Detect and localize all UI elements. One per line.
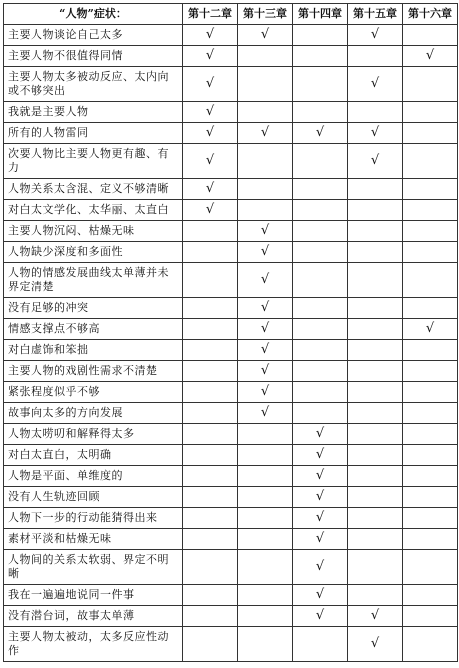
table-row bbox=[4, 424, 458, 445]
symptom-chapter-table bbox=[3, 3, 458, 662]
empty-cell bbox=[403, 179, 458, 200]
empty-cell bbox=[238, 606, 293, 627]
chapter-12-header: 第十二章 bbox=[183, 4, 238, 25]
empty-cell bbox=[293, 403, 348, 424]
symptom-cell: 我在一遍遍地说同一件事 bbox=[4, 585, 183, 606]
symptom-cell: 所有的人物雷同 bbox=[4, 123, 183, 144]
table-row bbox=[4, 382, 458, 403]
check-mark-cell: √ bbox=[348, 144, 403, 179]
symptom-cell: 主要人物太被动，太多反应性动作 bbox=[4, 627, 183, 662]
empty-cell bbox=[183, 242, 238, 263]
empty-cell bbox=[238, 67, 293, 102]
check-mark-cell: √ bbox=[183, 123, 238, 144]
empty-cell bbox=[293, 46, 348, 67]
empty-cell bbox=[403, 606, 458, 627]
empty-cell bbox=[403, 424, 458, 445]
table-row bbox=[4, 179, 458, 200]
table-row bbox=[4, 242, 458, 263]
empty-cell bbox=[238, 46, 293, 67]
table-row bbox=[4, 263, 458, 298]
empty-cell bbox=[348, 242, 403, 263]
chapter-15-header: 第十五章 bbox=[348, 4, 403, 25]
check-mark-cell: √ bbox=[293, 508, 348, 529]
empty-cell bbox=[403, 529, 458, 550]
check-mark-cell: √ bbox=[403, 319, 458, 340]
empty-cell bbox=[348, 263, 403, 298]
empty-cell bbox=[403, 242, 458, 263]
check-mark-cell: √ bbox=[348, 67, 403, 102]
empty-cell bbox=[293, 221, 348, 242]
empty-cell bbox=[403, 25, 458, 46]
empty-cell bbox=[403, 200, 458, 221]
symptom-cell: 没有足够的冲突 bbox=[4, 298, 183, 319]
table-row bbox=[4, 123, 458, 144]
check-mark-cell: √ bbox=[183, 25, 238, 46]
symptom-cell: 人物是平面、单维度的 bbox=[4, 466, 183, 487]
check-mark-cell: √ bbox=[238, 221, 293, 242]
symptom-cell: 人物太唠叨和解释得太多 bbox=[4, 424, 183, 445]
empty-cell bbox=[183, 445, 238, 466]
empty-cell bbox=[293, 200, 348, 221]
empty-cell bbox=[348, 585, 403, 606]
chapter-14-header: 第十四章 bbox=[293, 4, 348, 25]
check-mark-cell: √ bbox=[293, 445, 348, 466]
check-mark-cell: √ bbox=[238, 242, 293, 263]
empty-cell bbox=[348, 298, 403, 319]
empty-cell bbox=[348, 340, 403, 361]
empty-cell bbox=[348, 403, 403, 424]
empty-cell bbox=[183, 403, 238, 424]
table-row bbox=[4, 445, 458, 466]
table-row bbox=[4, 487, 458, 508]
empty-cell bbox=[403, 123, 458, 144]
table-row bbox=[4, 200, 458, 221]
table-row bbox=[4, 606, 458, 627]
empty-cell bbox=[238, 585, 293, 606]
table-row bbox=[4, 508, 458, 529]
empty-cell bbox=[183, 319, 238, 340]
check-mark-cell: √ bbox=[293, 550, 348, 585]
check-mark-cell: √ bbox=[238, 319, 293, 340]
table-row bbox=[4, 340, 458, 361]
empty-cell bbox=[293, 319, 348, 340]
empty-cell bbox=[348, 46, 403, 67]
empty-cell bbox=[238, 445, 293, 466]
empty-cell bbox=[293, 627, 348, 662]
empty-cell bbox=[183, 529, 238, 550]
empty-cell bbox=[403, 298, 458, 319]
check-mark-cell: √ bbox=[293, 466, 348, 487]
symptom-cell: 没有潜台词，故事太单薄 bbox=[4, 606, 183, 627]
check-mark-cell: √ bbox=[403, 46, 458, 67]
empty-cell bbox=[403, 403, 458, 424]
empty-cell bbox=[293, 298, 348, 319]
table-row bbox=[4, 298, 458, 319]
check-mark-cell: √ bbox=[293, 529, 348, 550]
empty-cell bbox=[348, 221, 403, 242]
symptom-cell: 人物关系太含混、定义不够清晰 bbox=[4, 179, 183, 200]
empty-cell bbox=[348, 102, 403, 123]
symptom-cell: 主要人物沉闷、枯燥无味 bbox=[4, 221, 183, 242]
symptom-cell: 主要人物不很值得同情 bbox=[4, 46, 183, 67]
empty-cell bbox=[403, 102, 458, 123]
empty-cell bbox=[293, 179, 348, 200]
empty-cell bbox=[348, 445, 403, 466]
check-mark-cell: √ bbox=[348, 627, 403, 662]
empty-cell bbox=[183, 508, 238, 529]
table-row bbox=[4, 466, 458, 487]
empty-cell bbox=[238, 102, 293, 123]
table-row bbox=[4, 102, 458, 123]
empty-cell bbox=[183, 361, 238, 382]
check-mark-cell: √ bbox=[183, 144, 238, 179]
symptom-cell: 次要人物比主要人物更有趣、有力 bbox=[4, 144, 183, 179]
empty-cell bbox=[293, 67, 348, 102]
empty-cell bbox=[183, 221, 238, 242]
empty-cell bbox=[348, 424, 403, 445]
check-mark-cell: √ bbox=[238, 340, 293, 361]
check-mark-cell: √ bbox=[238, 361, 293, 382]
symptom-column-header: “人物”症状： bbox=[4, 4, 183, 25]
empty-cell bbox=[238, 550, 293, 585]
empty-cell bbox=[403, 508, 458, 529]
check-mark-cell: √ bbox=[348, 25, 403, 46]
symptom-cell: 没有人生轨迹回顾 bbox=[4, 487, 183, 508]
empty-cell bbox=[403, 221, 458, 242]
empty-cell bbox=[183, 487, 238, 508]
table-row bbox=[4, 67, 458, 102]
table-row bbox=[4, 550, 458, 585]
symptom-cell: 对白太直白，太明确 bbox=[4, 445, 183, 466]
empty-cell bbox=[348, 319, 403, 340]
empty-cell bbox=[403, 263, 458, 298]
table-row bbox=[4, 25, 458, 46]
table-row bbox=[4, 221, 458, 242]
empty-cell bbox=[348, 382, 403, 403]
check-mark-cell: √ bbox=[238, 263, 293, 298]
empty-cell bbox=[238, 508, 293, 529]
header-row bbox=[4, 4, 458, 25]
empty-cell bbox=[238, 627, 293, 662]
check-mark-cell: √ bbox=[293, 606, 348, 627]
check-mark-cell: √ bbox=[238, 298, 293, 319]
empty-cell bbox=[293, 263, 348, 298]
empty-cell bbox=[183, 298, 238, 319]
symptom-cell: 对白太文学化、太华丽、太直白 bbox=[4, 200, 183, 221]
check-mark-cell: √ bbox=[183, 200, 238, 221]
symptom-cell: 情感支撑点不够高 bbox=[4, 319, 183, 340]
symptom-cell: 人物间的关系太软弱、界定不明晰 bbox=[4, 550, 183, 585]
symptom-cell: 人物下一步的行动能猜得出来 bbox=[4, 508, 183, 529]
symptom-cell: 主要人物的戏剧性需求不清楚 bbox=[4, 361, 183, 382]
empty-cell bbox=[403, 445, 458, 466]
table-row bbox=[4, 144, 458, 179]
empty-cell bbox=[293, 382, 348, 403]
check-mark-cell: √ bbox=[293, 487, 348, 508]
check-mark-cell: √ bbox=[293, 123, 348, 144]
empty-cell bbox=[238, 487, 293, 508]
empty-cell bbox=[183, 263, 238, 298]
empty-cell bbox=[348, 200, 403, 221]
empty-cell bbox=[348, 179, 403, 200]
empty-cell bbox=[293, 25, 348, 46]
empty-cell bbox=[183, 340, 238, 361]
symptom-cell: 故事向太多的方向发展 bbox=[4, 403, 183, 424]
check-mark-cell: √ bbox=[348, 123, 403, 144]
table-row bbox=[4, 585, 458, 606]
table-row bbox=[4, 403, 458, 424]
symptom-cell: 主要人物谈论自己太多 bbox=[4, 25, 183, 46]
empty-cell bbox=[238, 466, 293, 487]
empty-cell bbox=[238, 200, 293, 221]
empty-cell bbox=[238, 424, 293, 445]
empty-cell bbox=[183, 606, 238, 627]
empty-cell bbox=[293, 144, 348, 179]
table-row bbox=[4, 627, 458, 662]
table-row bbox=[4, 319, 458, 340]
empty-cell bbox=[183, 627, 238, 662]
chapter-16-header: 第十六章 bbox=[403, 4, 458, 25]
check-mark-cell: √ bbox=[183, 179, 238, 200]
chapter-13-header: 第十三章 bbox=[238, 4, 293, 25]
symptom-cell: 对白虚饰和笨拙 bbox=[4, 340, 183, 361]
empty-cell bbox=[348, 487, 403, 508]
empty-cell bbox=[348, 466, 403, 487]
empty-cell bbox=[293, 242, 348, 263]
check-mark-cell: √ bbox=[238, 382, 293, 403]
empty-cell bbox=[348, 529, 403, 550]
symptom-cell: 人物缺少深度和多面性 bbox=[4, 242, 183, 263]
empty-cell bbox=[403, 466, 458, 487]
table-body bbox=[4, 25, 458, 662]
check-mark-cell: √ bbox=[238, 25, 293, 46]
empty-cell bbox=[403, 382, 458, 403]
empty-cell bbox=[183, 466, 238, 487]
check-mark-cell: √ bbox=[238, 123, 293, 144]
empty-cell bbox=[348, 361, 403, 382]
check-mark-cell: √ bbox=[293, 424, 348, 445]
empty-cell bbox=[403, 67, 458, 102]
empty-cell bbox=[238, 144, 293, 179]
empty-cell bbox=[183, 550, 238, 585]
empty-cell bbox=[238, 179, 293, 200]
empty-cell bbox=[293, 102, 348, 123]
check-mark-cell: √ bbox=[183, 102, 238, 123]
empty-cell bbox=[403, 144, 458, 179]
empty-cell bbox=[403, 487, 458, 508]
empty-cell bbox=[293, 361, 348, 382]
symptom-cell: 人物的情感发展曲线太单薄并未界定清楚 bbox=[4, 263, 183, 298]
symptom-cell: 主要人物太多被动反应、太内向或不够突出 bbox=[4, 67, 183, 102]
empty-cell bbox=[403, 361, 458, 382]
table-row bbox=[4, 46, 458, 67]
empty-cell bbox=[238, 529, 293, 550]
empty-cell bbox=[403, 585, 458, 606]
check-mark-cell: √ bbox=[348, 606, 403, 627]
symptom-cell: 紧张程度似乎不够 bbox=[4, 382, 183, 403]
empty-cell bbox=[348, 508, 403, 529]
check-mark-cell: √ bbox=[293, 585, 348, 606]
empty-cell bbox=[183, 382, 238, 403]
symptom-cell: 素材平淡和枯燥无味 bbox=[4, 529, 183, 550]
check-mark-cell: √ bbox=[183, 46, 238, 67]
empty-cell bbox=[183, 585, 238, 606]
empty-cell bbox=[183, 424, 238, 445]
empty-cell bbox=[403, 550, 458, 585]
empty-cell bbox=[403, 627, 458, 662]
empty-cell bbox=[293, 340, 348, 361]
empty-cell bbox=[348, 550, 403, 585]
empty-cell bbox=[403, 340, 458, 361]
table-row bbox=[4, 361, 458, 382]
check-mark-cell: √ bbox=[183, 67, 238, 102]
table-row bbox=[4, 529, 458, 550]
check-mark-cell: √ bbox=[238, 403, 293, 424]
symptom-cell: 我就是主要人物 bbox=[4, 102, 183, 123]
